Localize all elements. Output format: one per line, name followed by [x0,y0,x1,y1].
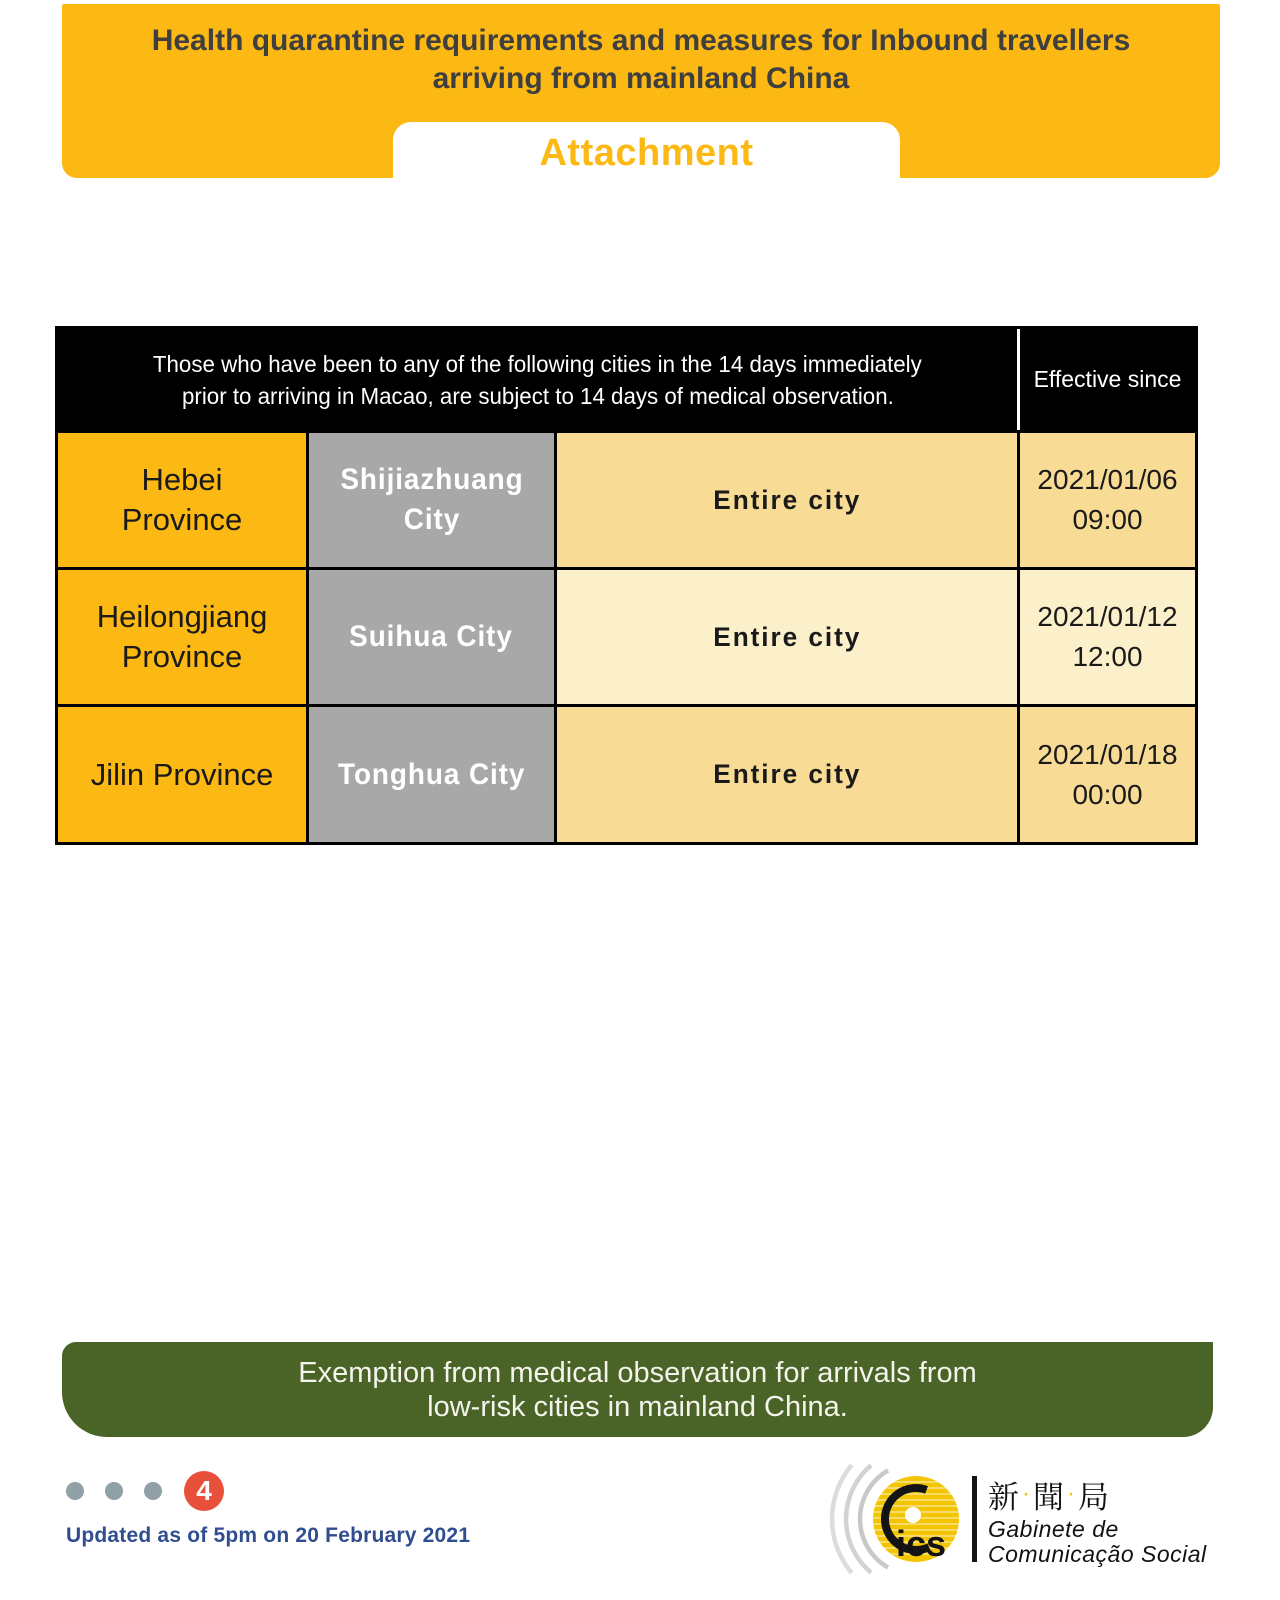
table-header-description-line1: Those who have been to any of the following cities in the 14 days immediately [153,350,922,377]
cjk-separator: · [1067,1480,1078,1507]
attachment-tab-label: Attachment [539,131,754,174]
table-row-city [309,433,554,567]
quarantine-table [55,326,1198,845]
table-row-effective [1020,570,1195,704]
logo-cjk-name [988,1480,1112,1515]
effective-date: 2021/01/12 [1037,601,1178,632]
city-name: Shijiazhuang City [339,463,524,536]
logo-pt-line2: Comunicação Social [988,1541,1207,1567]
globe-icon [870,1476,962,1564]
effective-time: 00:00 [1072,778,1143,810]
cjk-char: 新 [988,1480,1022,1515]
province-name: Jilin Province [90,756,274,792]
logo-divider [972,1476,977,1562]
table-header-description [58,329,1017,430]
gcs-logo [812,1448,1252,1598]
scope-value: Entire city [713,484,861,515]
header-banner [62,4,1220,178]
page-dot [105,1482,123,1500]
table-row-province [58,433,306,567]
page-indicator [66,1471,224,1511]
table-row-city [309,570,554,704]
updated-timestamp: Updated as of 5pm on 20 February 2021 [66,1524,471,1547]
table-row-scope [557,570,1017,704]
page-title-line1: Health quarantine requirements and measures for Inbound travellers [151,24,1131,57]
current-page-badge: 4 [184,1471,224,1511]
wave-arc-icon [832,1465,852,1573]
table-row-scope [557,433,1017,567]
table-row-effective [1020,707,1195,842]
table-row-province [58,570,306,704]
effective-time: 09:00 [1072,504,1143,535]
table-header [58,329,1195,430]
exemption-banner [62,1342,1213,1437]
table-row-city [309,707,554,842]
city-name: Tonghua City [337,757,526,791]
city-name: Suihua City [349,620,514,653]
effective-since-header [1020,329,1195,430]
attachment-tab [393,122,900,184]
logo-pt-line1: Gabinete de [988,1516,1119,1542]
exemption-line1: Exemption from medical observation for arrivals from [298,1356,977,1389]
effective-date: 2021/01/18 [1037,738,1178,770]
effective-date: 2021/01/06 [1037,464,1178,495]
page-title-line2: arriving from mainland China [432,62,850,95]
effective-since-label: Effective since [1033,366,1182,392]
effective-time: 12:00 [1072,641,1143,672]
cjk-char: 聞 [1033,1480,1067,1515]
scope-value: Entire city [713,759,861,789]
scope-value: Entire city [713,621,861,652]
cjk-separator: · [1022,1480,1033,1507]
table-row-province [58,707,306,842]
province-name: Hebei Province [121,462,243,537]
page-dot [66,1482,84,1500]
table-row-scope [557,707,1017,842]
cjk-char: 局 [1078,1480,1112,1515]
province-name: Heilongjiang Province [96,599,268,674]
page-dot [144,1482,162,1500]
gcs-abbrev: ics [896,1523,947,1564]
table-body [58,433,1195,842]
globe-center-dot-icon [905,1507,921,1523]
exemption-line2: low-risk cities in mainland China. [427,1390,848,1423]
table-row-effective [1020,433,1195,567]
table-header-description-line2: prior to arriving in Macao, are subject to 14 days of medical observation. [181,382,894,409]
